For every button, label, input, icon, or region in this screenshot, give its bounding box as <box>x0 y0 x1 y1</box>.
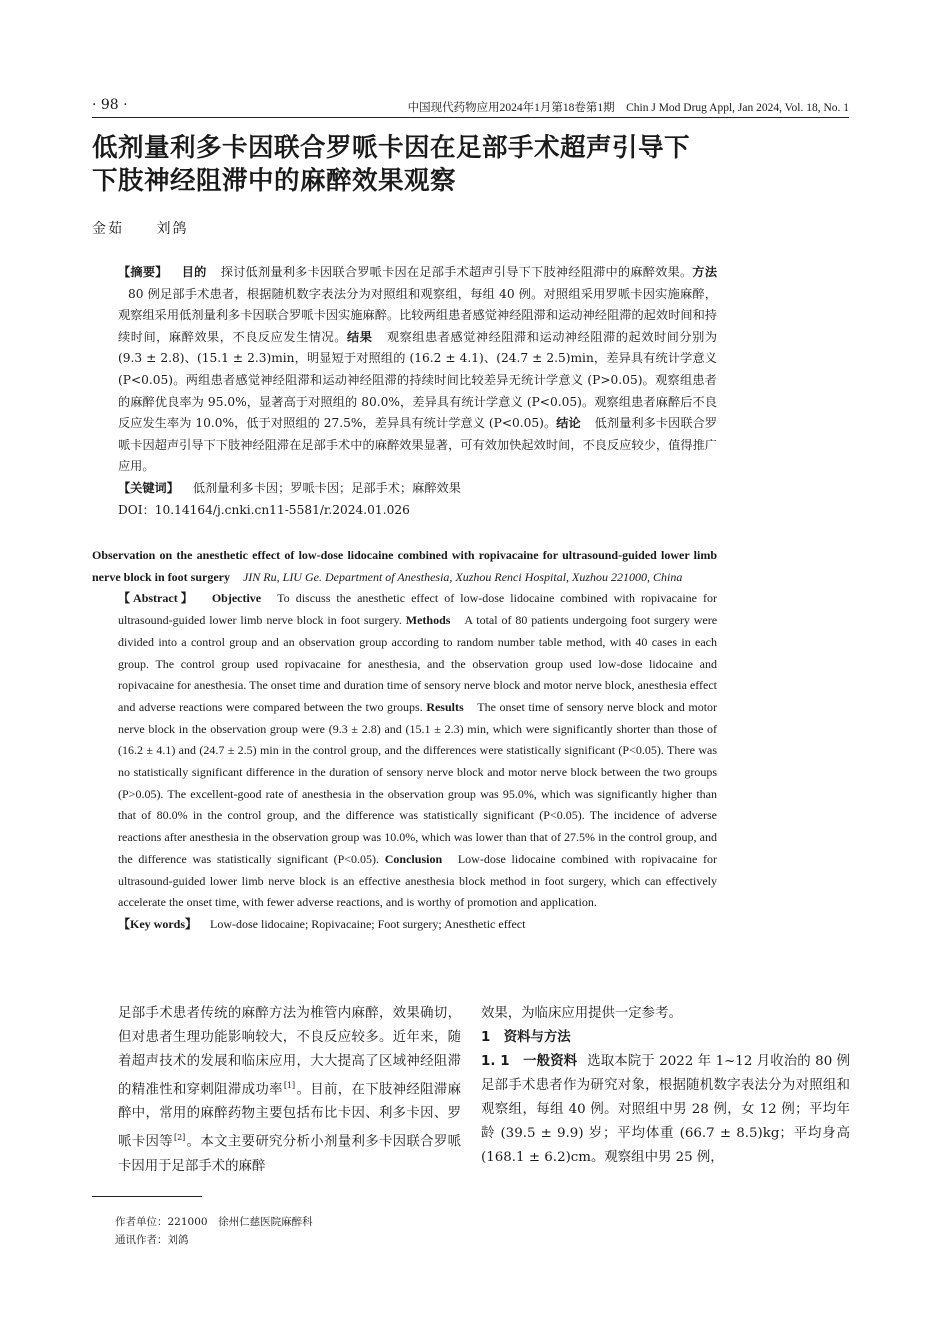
results-label-en: Results <box>426 699 464 714</box>
citation-ref-2: [2] <box>173 1133 186 1143</box>
english-abstract <box>92 545 717 936</box>
abstract-label: 【摘要】 <box>118 265 168 279</box>
methods-label: 方法 <box>692 265 718 279</box>
english-title: Observation on the anesthetic effect of low-dose lidocaine combined with ropivacaine for ultrasound-guided lower limb nerve block in foot surgery <box>92 548 717 584</box>
author-list <box>92 218 214 238</box>
general-data-text: 选取本院于 2022 年 1~12 月收治的 80 例足部手术患者作为研究对象，根据随机数字表法分为对照组和观察组，每组 40 例。对照组中男 28 例，女 12 例；平均年龄 (39.5 ± 9.9) 岁；平均体重 (66.7 ± 8.5)kg；平均身高 (168.1 ± 6.2)cm。观察组中男 25 例， <box>481 1054 850 1165</box>
body-column-right <box>481 1002 850 1170</box>
english-title-paragraph <box>92 545 717 588</box>
footnote-corresponding-author: 通讯作者：刘鸽 <box>115 1234 189 1246</box>
doi-text: DOI：10.14164/j.cnki.cn11-5581/r.2024.01.026 <box>118 502 410 517</box>
objective-label: 目的 <box>181 265 207 279</box>
intro-text: 足部手术患者传统的麻醉方法为椎管内麻醉，效果确切，但对患者生理功能影响较大，不良反应较多。近年来，随着超声技术的发展和临床应用，大大提高了区域神经阻滞的精准性和穿刺阻滞成功率 <box>118 1006 461 1098</box>
objective-label-en: Objective <box>211 591 262 606</box>
title-line-1: 低剂量利多卡因联合罗哌卡因在足部手术超声引导下 <box>92 133 691 163</box>
doi-line <box>92 500 717 522</box>
body-column-left <box>92 1002 461 1179</box>
intro-paragraph <box>92 1002 461 1179</box>
abstract-label-en: 【Abstract】 <box>118 591 196 606</box>
methods-text: 80 例足部手术患者，根据随机数字表法分为对照组和观察组，每组 40 例。对照组采用罗哌卡因实施麻醉，观察组采用低剂量利多卡因联合罗哌卡因实施麻醉。比较两组患者感觉神经阻滞和运动神经阻滞的起效时间和持续时间，麻醉效果，不良反应发生情况。 <box>118 286 717 344</box>
keywords-text-en: Low-dose lidocaine; Ropivacaine; Foot surgery; Anesthetic effect <box>210 916 526 931</box>
section-heading: 1 资料与方法 <box>481 1030 571 1045</box>
citation-ref-1: [1] <box>283 1081 296 1090</box>
conclusion-text: 低剂量利多卡因联合罗哌卡因超声引导下下肢神经阻滞在足部手术中的麻醉效果显著，可有效加快起效时间，不良反应较少，值得推广应用。 <box>118 416 718 474</box>
results-text: 观察组患者感觉神经阻滞和运动神经阻滞的起效时间分别为 (9.3 ± 2.8)、(15.1 ± 2.3)min，明显短于对照组的 (16.2 ± 4.1)、(24.7 ± 2.5)min，差异具有统计学意义 (P<0.05)。两组患者感觉神经阻滞和运动神经阻滞的持续时间比较差异无统计学意义 (P>0.05)。观察组患者的麻醉优良率为 95.0%，显著高于对照组的 80.0%，差异具有统计学意义 (P<0.05)。观察组患者麻醉后不良反应发生率为 10.0%，低于对照组的 27.5%，差异具有统计学意义 (P<0.05)。 <box>118 329 718 431</box>
page-number: · 98 · <box>92 97 128 113</box>
abstract-paragraph <box>92 262 717 478</box>
methods-label-en: Methods <box>405 613 451 628</box>
footnote-affiliation: 作者单位：221000 徐州仁慈医院麻醉科 <box>115 1216 313 1228</box>
objective-text-en: To discuss the anesthetic effect of low-dose lidocaine combined with ropivacaine for ultrasound-guided lower limb nerve block in foot surgery. <box>118 591 718 628</box>
keywords-label-en: 【Key words】 <box>118 916 197 931</box>
conclusion-text-en: Low-dose lidocaine combined with ropivacaine for ultrasound-guided lower limb nerve block is an effective anesthesia block method in foot surgery, which can effectively accelerate the onset time, with fewer adverse reactions, and is worthy of promotion and application. <box>118 851 717 910</box>
keywords-text: 低剂量利多卡因；罗哌卡因；足部手术；麻醉效果 <box>192 480 461 495</box>
results-text-en: The onset time of sensory nerve block and motor nerve block in the observation group were (9.3 ± 2.8) and (15.1 ± 2.3) min, which were significantly shorter than those of (16.2 ± 4.1) and (24.7 ± 2.5) min in the control group, and the differences were statistically significant (P<0.05). There was no statistically significant difference in the duration of sensory nerve block and motor nerve block between the two groups (P>0.05). The excellent-good rate of anesthesia in the observation group was 95.0%, which was significantly higher than that of 80.0% in the control group, and the difference was statistically significant (P<0.05). The incidence of adverse reactions after anesthesia in the observation group was 10.0%, which was lower than that of 27.5% in the control group, and the difference was statistically significant (P<0.05). <box>118 699 718 866</box>
author: 刘鸽 <box>156 221 189 237</box>
subsection-heading: 1. 1 一般资料 <box>481 1054 578 1069</box>
chinese-abstract <box>92 262 717 521</box>
keywords-label: 【关键词】 <box>118 480 179 495</box>
results-label: 结果 <box>346 329 373 344</box>
objective-text: 探讨低剂量利多卡因联合罗哌卡因在足部手术超声引导下下肢神经阻滞中的麻醉效果。 <box>220 265 693 279</box>
general-data-paragraph <box>481 1050 850 1170</box>
author: 金茹 <box>92 221 124 237</box>
header-rule <box>92 117 849 118</box>
conclusion-label: 结论 <box>556 416 581 431</box>
english-keywords-line <box>92 914 717 936</box>
journal-header: 中国现代药物应用2024年1月第18卷第1期 Chin J Mod Drug Appl, Jan 2024, Vol. 18, No. 1 <box>407 102 849 114</box>
keywords-line <box>92 478 717 500</box>
article-title <box>92 132 812 198</box>
footnote-rule <box>92 1196 202 1197</box>
intro-text: 。本文主要研究分析小剂量利多卡因联合罗哌卡因用于足部手术的麻醉 <box>118 1134 462 1174</box>
intro-text: 。目前，在下肢神经阻滞麻醉中，常用的麻醉药物主要包括布比卡因、利多卡因、罗哌卡因等 <box>118 1082 461 1150</box>
intro-continuation: 效果，为临床应用提供一定参考。 <box>481 1006 682 1021</box>
title-line-2: 下肢神经阻滞中的麻醉效果观察 <box>92 166 457 196</box>
english-abstract-paragraph <box>92 588 717 914</box>
methods-text-en: A total of 80 patients undergoing foot surgery were divided into a control group and an observation group according to random number table method, with 40 cases in each group. The control group used ropivacaine for anesthesia, and the observation group used low-dose lidocaine and ropivacaine for anesthesia. The onset time and duration time of sensory nerve block and motor nerve block, anesthesia effect and adverse reactions were compared between the two groups. <box>118 613 718 714</box>
conclusion-label-en: Conclusion <box>384 851 443 866</box>
english-authors: JIN Ru, LIU Ge. Department of Anesthesia, Xuzhou Renci Hospital, Xuzhou 221000, China <box>242 569 683 584</box>
